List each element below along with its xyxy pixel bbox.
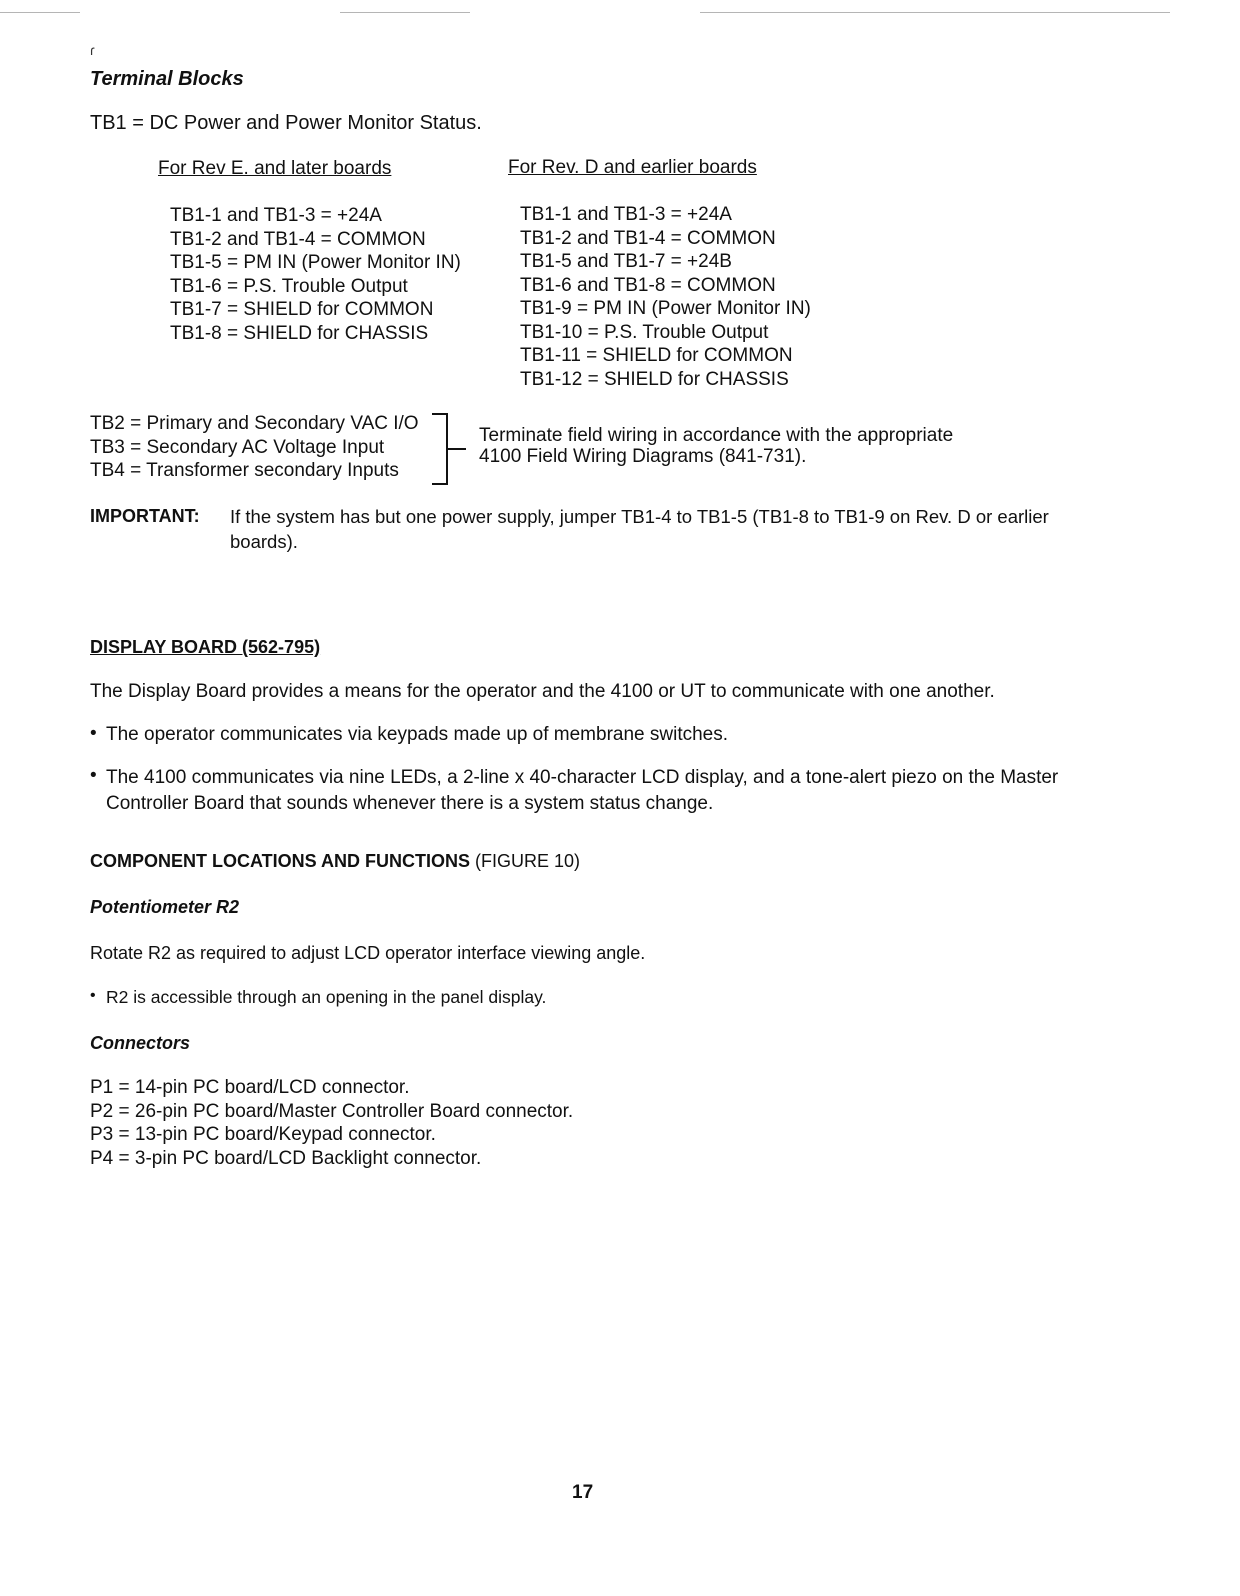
component-locations-heading	[90, 851, 580, 872]
rev-e-item: TB1-6 = P.S. Trouble Output	[170, 275, 408, 297]
display-board-heading: DISPLAY BOARD (562-795)	[90, 637, 321, 657]
rev-d-item: TB1-5 and TB1-7 = +24B	[520, 251, 732, 272]
rev-d-item: TB1-11 = SHIELD for COMMON	[520, 345, 793, 366]
important-text	[230, 504, 1049, 554]
rev-d-item: TB1-12 = SHIELD for CHASSIS	[520, 368, 789, 390]
connector-item: P3 = 13-pin PC board/Keypad connector.	[90, 1124, 436, 1145]
tb1-intro: TB1 = DC Power and Power Monitor Status.	[90, 112, 482, 134]
scan-artifact-left	[0, 12, 80, 13]
rev-d-item: TB1-2 and TB1-4 = COMMON	[520, 227, 776, 249]
potentiometer-heading: Potentiometer R2	[90, 897, 240, 917]
scan-artifact-right	[700, 12, 1170, 13]
display-board-intro: The Display Board provides a means for the operator and the 4100 or UT to communicate with one another.	[90, 681, 995, 702]
display-bullet-2	[106, 765, 1058, 817]
rev-d-item: TB1-1 and TB1-3 = +24A	[520, 204, 732, 225]
bullet-line: Controller Board that sounds whenever there is a system status change.	[106, 793, 714, 814]
bullet-dot: •	[90, 987, 96, 1004]
bullet-line: The 4100 communicates via nine LEDs, a 2-line x 40-character LCD display, and a tone-alert piezo on the Master	[106, 767, 1059, 788]
tb-item: TB2 = Primary and Secondary VAC I/O	[90, 413, 419, 434]
page-mark: ɾ	[90, 42, 95, 58]
bracket-bottom	[432, 483, 448, 485]
potentiometer-text: Rotate R2 as required to adjust LCD operator interface viewing angle.	[90, 943, 646, 963]
tb-item: TB4 = Transformer secondary Inputs	[90, 460, 399, 481]
other-terminal-blocks	[90, 412, 419, 483]
figure-reference: (FIGURE 10)	[475, 851, 581, 871]
rev-e-item: TB1-1 and TB1-3 = +24A	[170, 205, 382, 226]
rev-d-title: For Rev. D and earlier boards	[508, 157, 757, 178]
bullet-dot: •	[90, 765, 97, 786]
potentiometer-bullet: R2 is accessible through an opening in the panel display.	[106, 987, 547, 1007]
component-heading-text: COMPONENT LOCATIONS AND FUNCTIONS	[90, 851, 470, 871]
important-line: If the system has but one power supply, jumper TB1-4 to TB1-5 (TB1-8 to TB1-9 on Rev. D or earlier	[230, 506, 1049, 527]
rev-e-item: TB1-8 = SHIELD for CHASSIS	[170, 322, 429, 344]
scan-artifact-mid	[340, 12, 470, 13]
rev-d-item: TB1-6 and TB1-8 = COMMON	[520, 274, 776, 296]
display-bullet-1: The operator communicates via keypads made up of membrane switches.	[106, 724, 729, 745]
rev-e-item: TB1-7 = SHIELD for COMMON	[170, 299, 434, 320]
bullet-dot: •	[90, 723, 97, 744]
note-line: 4100 Field Wiring Diagrams (841-731).	[479, 446, 807, 467]
rev-d-item: TB1-9 = PM IN (Power Monitor IN)	[520, 298, 811, 319]
connectors-list	[90, 1076, 573, 1170]
note-line: Terminate field wiring in accordance with the appropriate	[479, 425, 954, 446]
important-label: IMPORTANT:	[90, 506, 200, 526]
rev-e-title: For Rev E. and later boards	[158, 158, 392, 179]
rev-e-item: TB1-5 = PM IN (Power Monitor IN)	[170, 252, 461, 273]
connector-item: P1 = 14-pin PC board/LCD connector.	[90, 1077, 410, 1098]
page-number: 17	[572, 1482, 594, 1503]
tb-item: TB3 = Secondary AC Voltage Input	[90, 436, 385, 458]
important-line: boards).	[230, 531, 298, 552]
rev-d-item: TB1-10 = P.S. Trouble Output	[520, 321, 769, 343]
field-wiring-note	[479, 425, 953, 467]
connectors-heading: Connectors	[90, 1033, 191, 1053]
terminal-blocks-heading: Terminal Blocks	[90, 68, 244, 90]
rev-e-item: TB1-2 and TB1-4 = COMMON	[170, 228, 426, 250]
connector-item: P2 = 26-pin PC board/Master Controller Board connector.	[90, 1100, 574, 1122]
bracket-pointer	[448, 448, 466, 450]
rev-d-list	[520, 203, 811, 391]
rev-e-list	[170, 204, 461, 345]
connector-item: P4 = 3-pin PC board/LCD Backlight connector.	[90, 1147, 482, 1169]
